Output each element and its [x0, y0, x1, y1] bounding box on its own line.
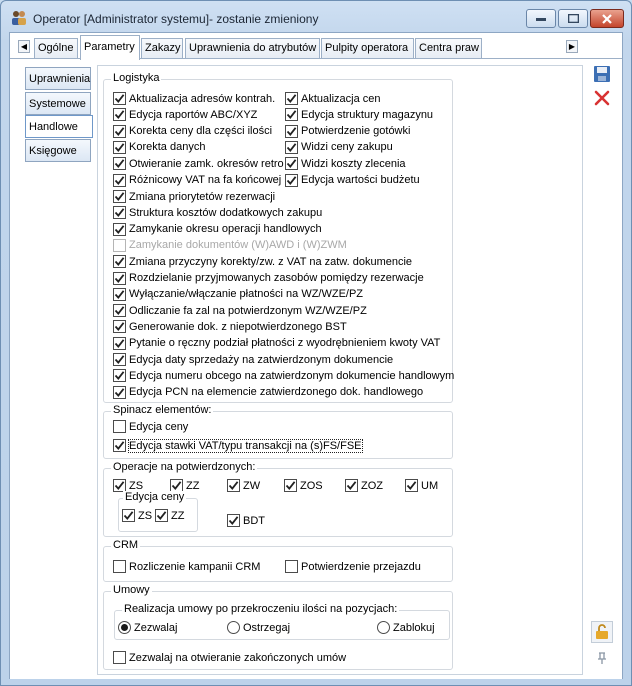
checkbox-label: Różnicowy VAT na fa końcowej: [129, 174, 282, 186]
checkbox-checked-icon: [113, 439, 126, 452]
realizacja-group: [114, 603, 450, 640]
vtab-handlowe[interactable]: [25, 115, 93, 138]
checkbox-label: Aktualizacja adresów kontrah.: [129, 92, 276, 105]
logistyka-group: [103, 72, 455, 403]
checkbox-label: Korekta ceny dla części ilości: [129, 125, 273, 138]
save-icon: [593, 65, 611, 83]
tab-scroll-left-button[interactable]: ◀: [18, 40, 30, 53]
checkbox-label: Edycja struktury magazynu: [301, 108, 434, 121]
tab-pulpity-operatora[interactable]: [321, 38, 414, 59]
checkbox-label: ZZ: [186, 479, 200, 492]
checkbox-otwieranie-zamk-okresow-retro[interactable]: [113, 156, 284, 171]
checkbox-checked-icon: [113, 125, 126, 138]
checkbox-label: Zamykanie dokumentów (W)AWD i (W)ZWM: [129, 239, 347, 252]
radio-selected-icon: [118, 621, 131, 634]
radio-label: Zablokuj: [393, 621, 435, 634]
edycja-ceny-legend: Edycja ceny: [125, 491, 185, 503]
checkbox-edycja-daty-sprzedazy-na-zatwierdzonym-dokumencie[interactable]: [113, 352, 393, 367]
checkbox-label: ZS: [129, 479, 144, 492]
client-area: [9, 32, 623, 679]
checkbox-label: Zmiana przyczyny korekty/zw. z VAT na zatw. dokumencie: [129, 255, 413, 268]
delete-button[interactable]: [591, 87, 613, 109]
checkbox-checked-icon: [113, 386, 126, 399]
checkbox-checked-icon: [113, 157, 126, 170]
checkbox-potwierdzenie-gotowki[interactable]: [285, 124, 410, 139]
checkbox-label: Edycja wartości budżetu: [301, 174, 420, 186]
checkbox-checked-icon: [285, 174, 298, 187]
vtab-label: Uprawnienia: [29, 73, 91, 85]
delete-icon: [594, 90, 610, 106]
checkbox-label: ZOZ: [361, 479, 383, 492]
checkbox-korekta-danych[interactable]: [113, 140, 205, 155]
checkbox-label: Otwieranie zamk. okresów retro: [129, 157, 284, 170]
checkbox-zos[interactable]: [284, 478, 323, 493]
radio-zablokuj[interactable]: [377, 620, 435, 635]
checkbox-checked-icon: [113, 304, 126, 317]
checkbox-potwierdzenie-przejazdu[interactable]: [285, 559, 421, 574]
radio-empty-icon: [377, 621, 390, 634]
checkbox-checked-icon: [113, 141, 126, 154]
tab-label: Centra praw: [419, 42, 479, 54]
checkbox-checked-icon: [405, 479, 418, 492]
tab-label: Zakazy: [145, 42, 181, 54]
checkbox-edycja-stawki-vat-typu-transakcji-na-s-fs-fse[interactable]: [113, 438, 362, 453]
checkbox-checked-icon: [113, 206, 126, 219]
vtab-label: Handlowe: [29, 121, 78, 133]
umowy-legend: Umowy: [113, 584, 150, 596]
checkbox-zz[interactable]: [155, 508, 184, 523]
checkbox-edycja-wartosci-budzetu[interactable]: [285, 173, 420, 188]
checkbox-checked-icon: [155, 509, 168, 522]
radio-label: Ostrzegaj: [243, 621, 291, 634]
checkbox-label: Wyłączanie/włączanie płatności na WZ/WZE/PZ: [129, 288, 364, 301]
checkbox-checked-icon: [113, 288, 126, 301]
checkbox-checked-icon: [113, 174, 126, 187]
checkbox-checked-icon: [113, 108, 126, 121]
checkbox-edycja-struktury-magazynu[interactable]: [285, 107, 433, 122]
tab-scroll-right-button[interactable]: ▶: [566, 40, 578, 53]
tab-label: Ogólne: [38, 42, 74, 54]
checkbox-checked-icon: [345, 479, 358, 492]
checkbox-label: Edycja ceny: [129, 420, 189, 433]
vtab-label: Systemowe: [29, 98, 86, 110]
pin-icon: [595, 651, 609, 665]
umowy-group: [103, 584, 453, 670]
checkbox-aktualizacja-adresow-kontrah[interactable]: [113, 91, 275, 106]
checkbox-checked-icon: [113, 353, 126, 366]
checkbox-label: Widzi koszty zlecenia: [301, 157, 406, 170]
minimize-button[interactable]: [526, 9, 556, 28]
checkbox-zamykanie-dokumentow-w-awd-i-w-zwm: [113, 238, 347, 253]
tab-uprawnienia-do-atrybutow[interactable]: [185, 38, 320, 59]
checkbox-label: ZW: [243, 479, 261, 492]
checkbox-checked-icon: [113, 369, 126, 382]
checkbox-checked-icon: [285, 157, 298, 170]
checkbox-bdt[interactable]: [227, 513, 265, 528]
tab-label: Uprawnienia do atrybutów: [189, 42, 317, 54]
checkbox-checked-icon: [113, 320, 126, 333]
checkbox-wylaczanie-wlaczanie-platnosci-na-wz-wze-pz[interactable]: [113, 287, 363, 302]
checkbox-label: Edycja raportów ABC/XYZ: [129, 108, 258, 121]
checkbox-label: Odliczanie fa zal na potwierdzonym WZ/WZE/PZ: [129, 304, 367, 317]
tab-ogolne[interactable]: [34, 38, 78, 59]
checkbox-empty-icon: [113, 420, 126, 433]
checkbox-pytanie-o-reczny-podzial-platnosci-z-wyodrebnieniem-kwoty-vat[interactable]: [113, 336, 440, 351]
vtab-systemowe[interactable]: [25, 92, 91, 115]
operacje-legend: Operacje na potwierdzonych:: [113, 461, 256, 473]
checkbox-label: Korekta danych: [129, 141, 206, 154]
checkbox-label: Struktura kosztów dodatkowych zakupu: [129, 206, 323, 219]
checkbox-um[interactable]: [405, 478, 438, 493]
checkbox-checked-icon: [113, 223, 126, 236]
parametry-panel: [10, 58, 622, 679]
crm-legend: CRM: [113, 539, 139, 551]
checkbox-rozdzielanie-przyjmowanych-zasobow-pomiedzy-rezerwacje[interactable]: [113, 271, 424, 286]
edycja-ceny-group: [118, 491, 198, 532]
checkbox-odliczanie-fa-zal-na-potwierdzonym-wz-wze-pz[interactable]: [113, 303, 367, 318]
tab-parametry[interactable]: [80, 35, 140, 60]
tab-strip: [10, 33, 622, 59]
checkbox-label: Aktualizacja cen: [301, 92, 381, 105]
vtab-ksiegowe[interactable]: [25, 139, 91, 162]
vtab-label: Księgowe: [29, 145, 77, 157]
operacje-group: [103, 461, 453, 537]
tab-label: Parametry: [84, 41, 135, 53]
checkbox-zezwalaj-na-otwieranie-zakonczonych-umow[interactable]: [113, 650, 346, 665]
lock-icon: [593, 623, 611, 641]
checkbox-label: Edycja daty sprzedaży na zatwierdzonym dokumencie: [129, 353, 394, 366]
checkbox-checked-icon: [122, 509, 135, 522]
checkbox-label: Widzi ceny zakupu: [301, 141, 393, 154]
checkbox-label: Zezwalaj na otwieranie zakończonych umów: [129, 651, 347, 664]
checkbox-label: Rozliczenie kampanii CRM: [129, 560, 261, 573]
checkbox-label: Edycja numeru obcego na zatwierdzonym dokumencie handlowym: [129, 369, 455, 382]
handlowe-content: [97, 65, 583, 675]
save-button[interactable]: [591, 63, 613, 85]
radio-ostrzegaj[interactable]: [227, 620, 290, 635]
tab-zakazy[interactable]: [141, 38, 183, 59]
checkbox-checked-icon: [113, 337, 126, 350]
tab-label: Pulpity operatora: [325, 42, 409, 54]
window-title: Operator [Administrator systemu]- zostanie zmieniony: [33, 12, 319, 26]
checkbox-korekta-ceny-dla-czesci-ilosci[interactable]: [113, 124, 272, 139]
pin-button[interactable]: [591, 647, 613, 669]
checkbox-edycja-numeru-obcego-na-zatwierdzonym-dokumencie-handlowym[interactable]: [113, 368, 454, 383]
realizacja-legend: Realizacja umowy po przekroczeniu ilości na pozycjach:: [124, 603, 398, 615]
close-button[interactable]: [590, 9, 624, 28]
checkbox-zmiana-priorytetow-rezerwacji[interactable]: [113, 189, 275, 204]
checkbox-zamykanie-okresu-operacji-handlowych[interactable]: [113, 222, 322, 237]
checkbox-label: Potwierdzenie gotówki: [301, 125, 411, 138]
checkbox-checked-icon: [285, 141, 298, 154]
checkbox-label: Edycja PCN na elemencie zatwierdzonego dok. handlowego: [129, 386, 424, 399]
users-icon: [10, 10, 28, 26]
checkbox-widzi-koszty-zlecenia[interactable]: [285, 156, 406, 171]
checkbox-checked-icon: [285, 125, 298, 138]
close-icon: [602, 14, 612, 24]
checkbox-label: ZZ: [171, 509, 185, 522]
checkbox-edycja-ceny[interactable]: [113, 419, 188, 434]
checkbox-label: ZOS: [300, 479, 323, 492]
checkbox-checked-icon: [227, 514, 240, 527]
vtab-uprawnienia[interactable]: [25, 67, 91, 90]
checkbox-roznicowy-vat-na-fa-koncowej[interactable]: [113, 173, 281, 188]
tab-centra-praw[interactable]: [415, 38, 482, 59]
crm-group: [103, 539, 453, 582]
checkbox-empty-icon: [285, 560, 298, 573]
maximize-icon: [568, 14, 579, 23]
radio-empty-icon: [227, 621, 240, 634]
checkbox-empty-icon: [113, 560, 126, 573]
checkbox-aktualizacja-cen[interactable]: [285, 91, 381, 106]
checkbox-zmiana-przyczyny-korekty-zw-z-vat-na-zatw-dokumencie[interactable]: [113, 254, 412, 269]
checkbox-zoz[interactable]: [345, 478, 383, 493]
maximize-button[interactable]: [558, 9, 588, 28]
checkbox-empty-icon: [113, 239, 126, 252]
checkbox-checked-icon: [113, 190, 126, 203]
checkbox-checked-icon: [113, 92, 126, 105]
checkbox-label: Zamykanie okresu operacji handlowych: [129, 223, 322, 236]
checkbox-zs[interactable]: [122, 508, 152, 523]
checkbox-zw[interactable]: [227, 478, 260, 493]
radio-zezwalaj[interactable]: [118, 620, 177, 635]
checkbox-label: UM: [421, 479, 439, 492]
checkbox-struktura-kosztow-dodatkowych-zakupu[interactable]: [113, 205, 322, 220]
checkbox-checked-icon: [113, 255, 126, 268]
checkbox-label: Potwierdzenie przejazdu: [301, 560, 421, 573]
checkbox-rozliczenie-kampanii-crm[interactable]: [113, 559, 260, 574]
checkbox-label: Pytanie o ręczny podział płatności z wyodrębnieniem kwoty VAT: [129, 337, 441, 350]
logistyka-legend: Logistyka: [113, 72, 160, 84]
checkbox-edycja-pcn-na-elemencie-zatwierdzonego-dok-handlowego[interactable]: [113, 385, 423, 400]
checkbox-edycja-raportow-abc-xyz[interactable]: [113, 107, 257, 122]
checkbox-widzi-ceny-zakupu[interactable]: [285, 140, 393, 155]
radio-label: Zezwalaj: [134, 621, 178, 634]
checkbox-label: Edycja stawki VAT/typu transakcji na (s)FS/FSE: [129, 439, 362, 452]
title-bar[interactable]: [1, 1, 631, 33]
checkbox-label: BDT: [243, 514, 265, 527]
checkbox-label: Zmiana priorytetów rezerwacji: [129, 190, 276, 203]
checkbox-checked-icon: [113, 272, 126, 285]
spinacz-group: [103, 404, 453, 459]
lock-button[interactable]: [591, 621, 613, 643]
checkbox-label: Generowanie dok. z niepotwierdzonego BST: [129, 320, 347, 333]
spinacz-legend: Spinacz elementów:: [113, 404, 212, 416]
checkbox-generowanie-dok-z-niepotwierdzonego-bst[interactable]: [113, 319, 347, 334]
checkbox-checked-icon: [285, 92, 298, 105]
checkbox-empty-icon: [113, 651, 126, 664]
checkbox-checked-icon: [227, 479, 240, 492]
checkbox-checked-icon: [285, 108, 298, 121]
checkbox-label: Rozdzielanie przyjmowanych zasobów pomiędzy rezerwacje: [129, 272, 424, 284]
checkbox-checked-icon: [284, 479, 297, 492]
minimize-icon: [536, 17, 546, 21]
checkbox-label: ZS: [138, 509, 153, 522]
